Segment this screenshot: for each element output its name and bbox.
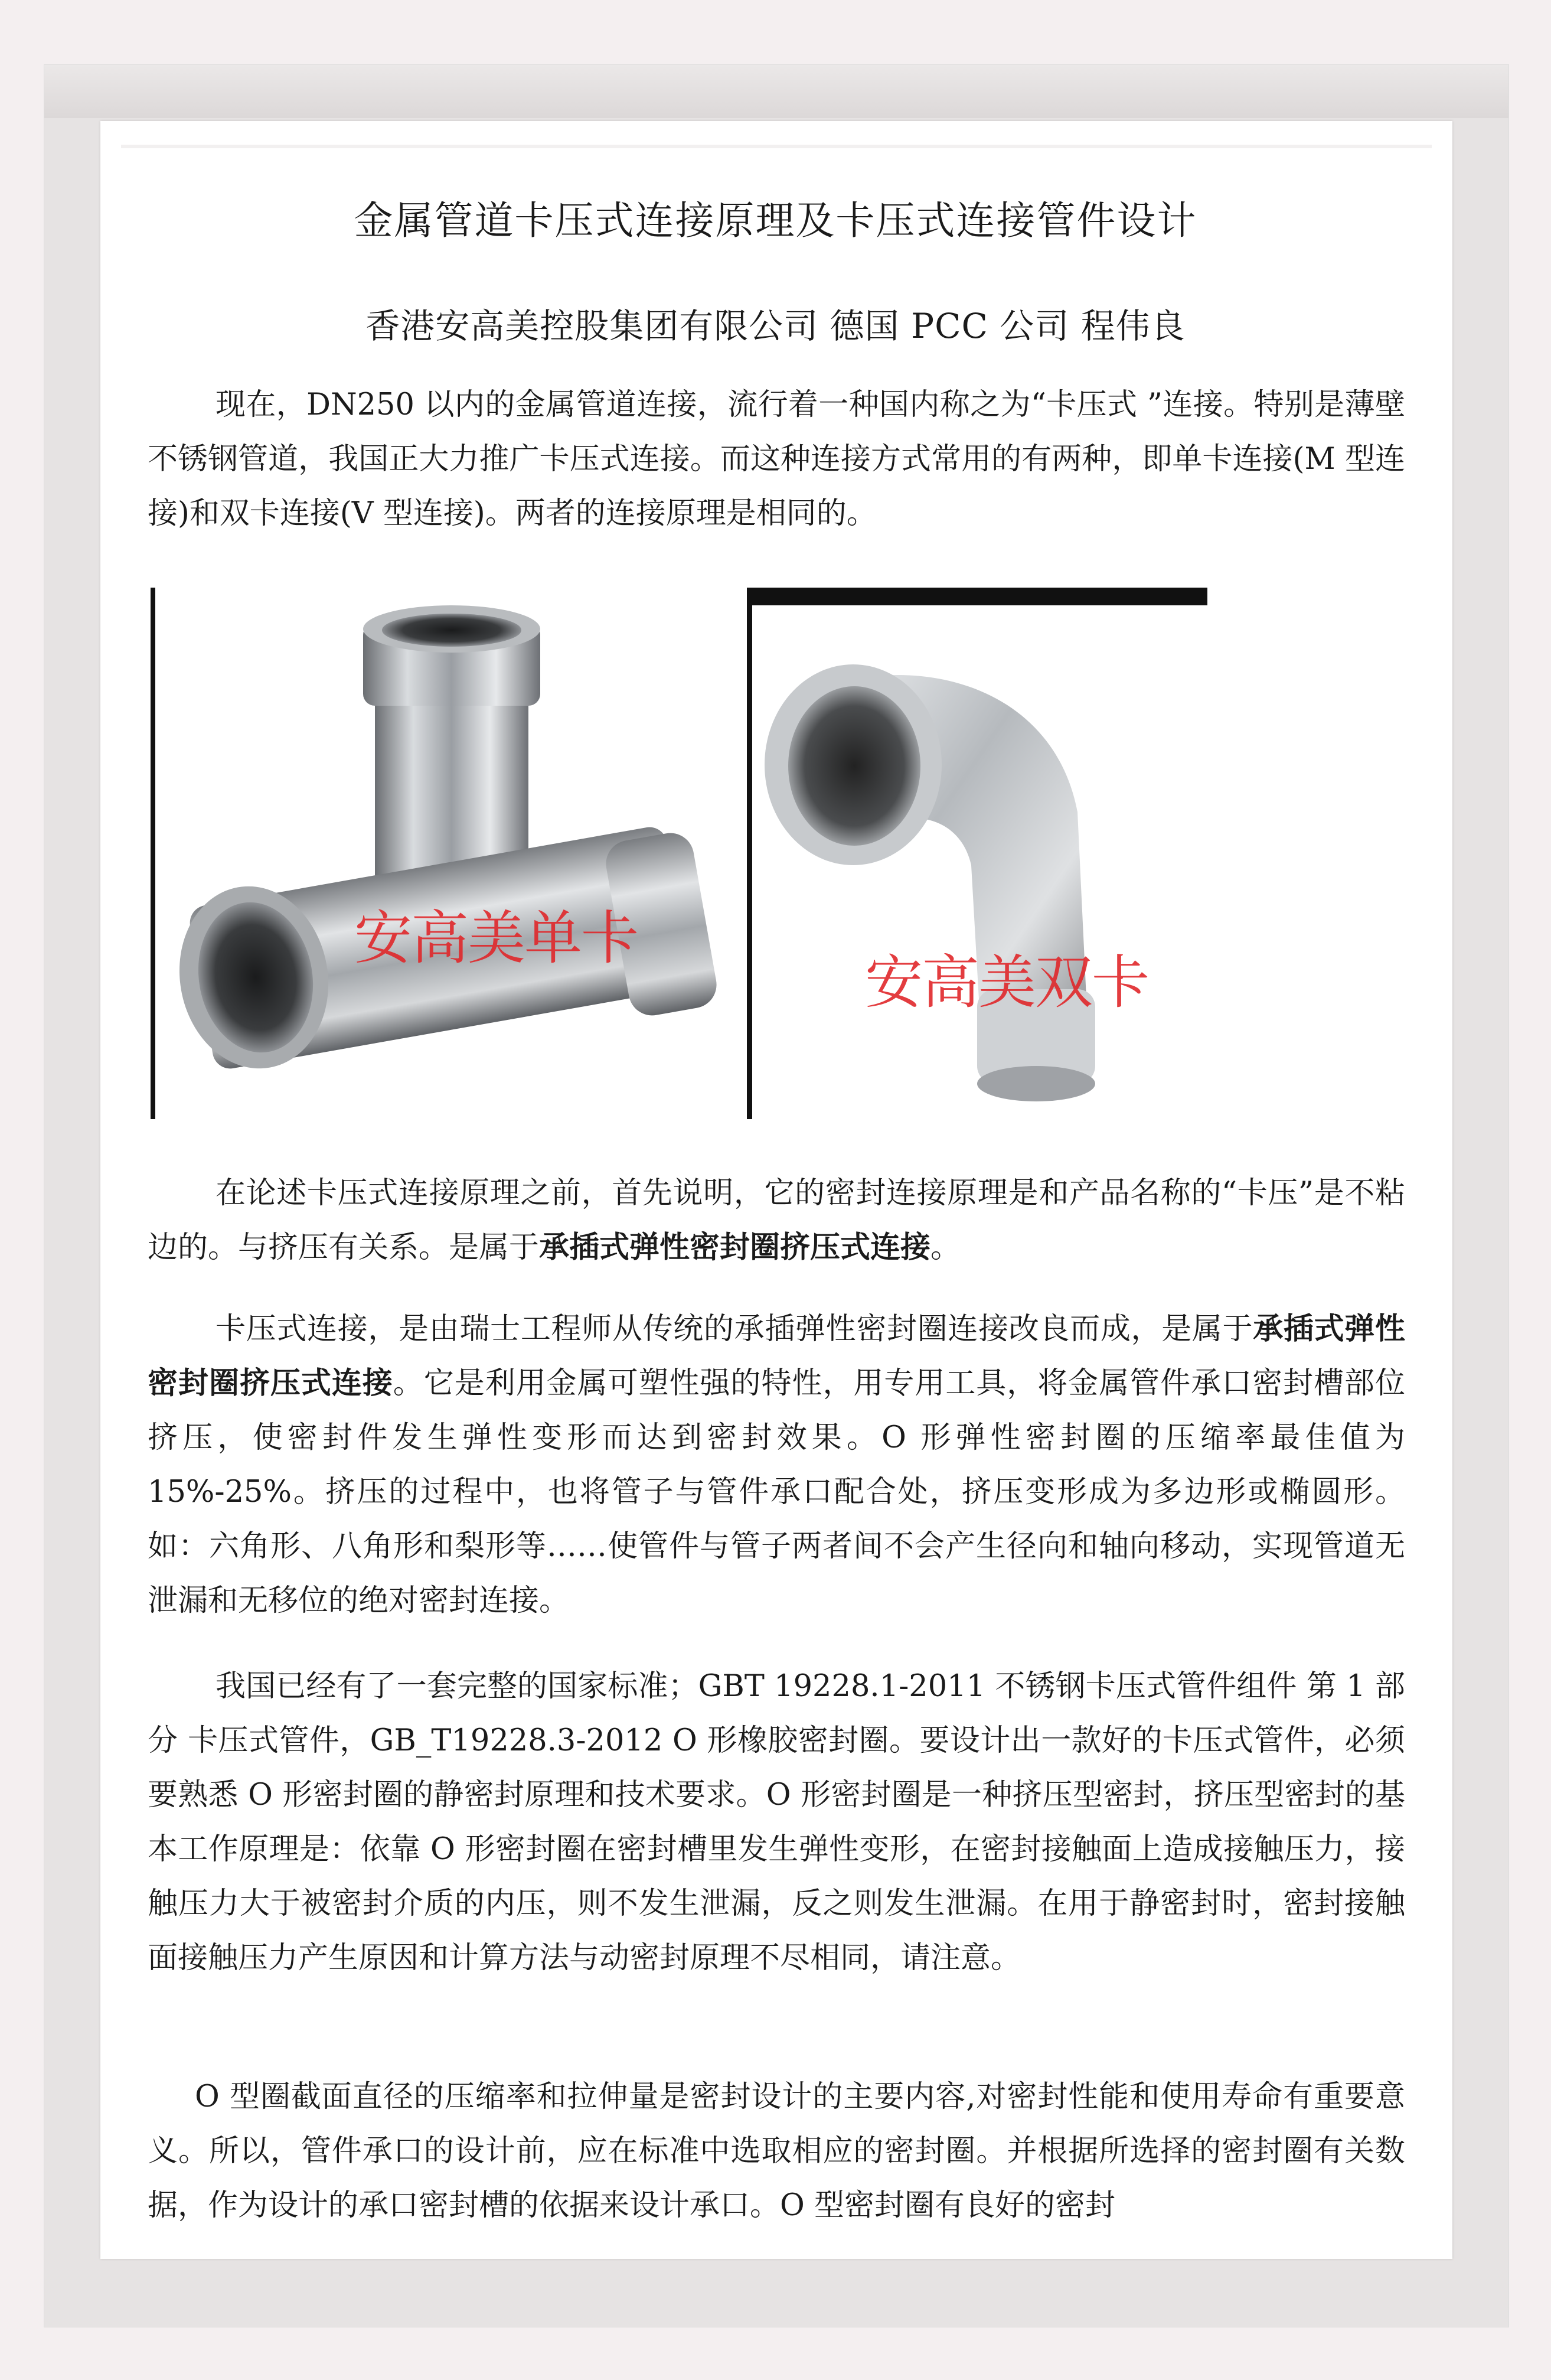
paragraph-connection-principle [148,1302,1405,1628]
page-frame-top-bevel [44,65,1508,118]
paragraph-intro: 现在，DN250 以内的金属管道连接，流行着一种国内称之为“卡压式 ”连接。特别是薄壁不锈钢管道，我国正大力推广卡压式连接。而这种连接方式常用的有两种，即单卡连接(M 型连接)和双卡连接(V 型连接)。两者的连接原理是相同的。 [148,387,1405,531]
paragraph-principle-note [148,1166,1405,1275]
p2-text-a: 在论述卡压式连接原理之前，首先说明，它的密封连接原理是和产品名称的“卡压”是不粘边的。与挤压有关系。是属于 [148,1176,1405,1265]
elbow-fitting-illustration [747,588,1207,1119]
watermark-single-press: 安高美单卡 [354,905,638,972]
paragraph-national-standards: 我国已经有了一套完整的国家标准；GBT 19228.1-2011 不锈钢卡压式管件组件 第 1 部分 卡压式管件，GB_T19228.3-2012 O 形橡胶密封圈。要设计出一款好的卡压式管件，必须要熟悉 O 形密封圈的静密封原理和技术要求。O 形密封圈是一种挤压型密封，挤压型密封的基本工作原理是：依靠 O 形密封圈在密封槽里发生弹性变形，在密封接触面上造成接触压力，接触压力大于被密封介质的内压，则不发生泄漏，反之则发生泄漏。在用于静密封时，密封接触面接触压力产生原因和计算方法与动密封原理不尽相同，请注意。 [148,1669,1405,1975]
p3-text-a: 卡压式连接，是由瑞士工程师从传统的承插弹性密封圈连接改良而成，是属于 [215,1312,1253,1347]
tee-fitting-photo [151,588,741,1119]
photo-left-border [151,588,155,1119]
watermark-double-press: 安高美双卡 [865,949,1149,1016]
p3-text-c: 。它是利用金属可塑性强的特性，用专用工具，将金属管件承口密封槽部位挤压，使密封件发生弹性变形而达到密封效果。O 形弹性密封圈的压缩率最佳值为 15%-25%。挤压的过程中，也将管子与管件承口配合处，挤压变形成为多边形或椭圆形。如：六角形、八角形和梨形等……使管件与管子两者间不会产生径向和轴向移动，实现管道无泄漏和无移位的绝对密封连接。 [148,1366,1405,1618]
p3-bold-term: 承插式弹性密封圈挤压式连接 [148,1312,1405,1401]
page-top-rule [121,145,1432,148]
p2-bold-term: 承插式弹性密封圈挤压式连接 [539,1230,931,1265]
document-title: 金属管道卡压式连接原理及卡压式连接管件设计 [354,198,1197,243]
photo-right-border-left [747,588,752,1119]
photo-right-border-top [747,588,1207,605]
document-authors: 香港安高美控股集团有限公司 德国 PCC 公司 程伟良 [365,306,1186,346]
tee-fitting-illustration [151,588,741,1119]
paragraph-oring-design: O 型圈截面直径的压缩率和拉伸量是密封设计的主要内容,对密封性能和使用寿命有重要意义。所以，管件承口的设计前，应在标准中选取相应的密封圈。并根据所选择的密封圈有关数据，作为设计的承口密封槽的依据来设计承口。O 型密封圈有良好的密封 [148,2079,1405,2223]
p2-text-c: 。 [930,1230,961,1265]
elbow-fitting-photo [747,588,1207,1119]
